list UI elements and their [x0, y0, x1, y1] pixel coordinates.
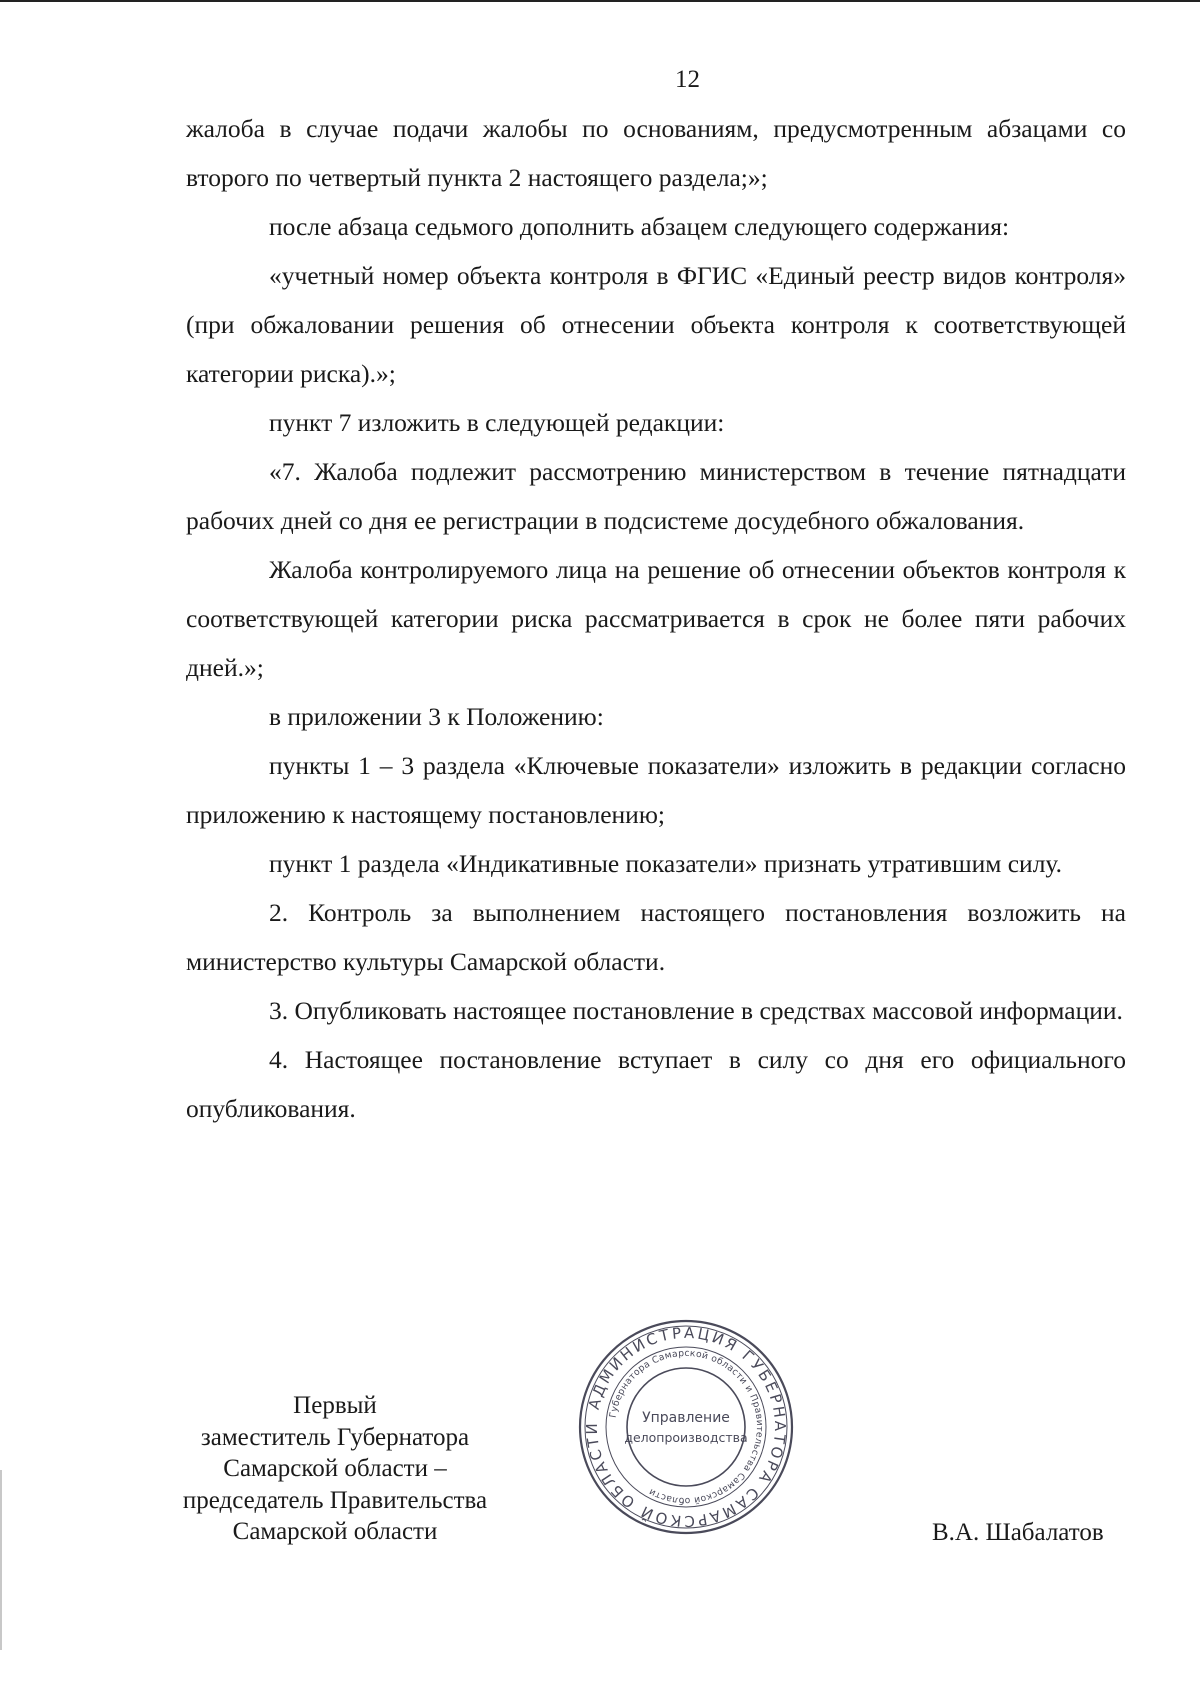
page-number [0, 66, 1200, 94]
paragraph: 3. Опубликовать настоящее постановление в средствах массовой информации. [269, 996, 1123, 1025]
signatory-position-line: Первый [293, 1392, 377, 1419]
signatory-position-line: Самарской области [232, 1518, 438, 1545]
signatory-position-line: председатель Правительства [182, 1486, 488, 1514]
paragraph: пункт 1 раздела «Индикативные показатели» признать утратившим силу. [269, 849, 1063, 878]
signatory-position [160, 1390, 510, 1548]
seal-outer-ring-text: АДМИНИСТРАЦИЯ ГУБЕРНАТОРА САМАРСКОЙ ОБЛАСТИ [582, 1323, 790, 1531]
signatory-position-line: заместитель Губернатора [200, 1423, 470, 1451]
paragraph: пункты 1 – 3 раздела «Ключевые показатели» изложить в редакции согласно приложению к настоящему постановлению; [186, 751, 1126, 829]
paragraph: «учетный номер объекта контроля в ФГИС «Единый реестр видов контроля» (при обжаловании решения об отнесении объекта контроля к соответствующей категории риска).»; [186, 261, 1126, 388]
official-seal-stamp [576, 1318, 796, 1536]
signatory-position-line: Самарской области – [223, 1455, 447, 1482]
paragraph: «7. Жалоба подлежит рассмотрению министерством в течение пятнадцати рабочих дней со дня ее регистрации в подсистеме досудебного обжалования. [186, 457, 1126, 535]
paragraph: Жалоба контролируемого лица на решение об отнесении объектов контроля к соответствующей категории риска рассматривается в срок не более пяти рабочих дней.»; [186, 555, 1126, 682]
seal-center-line-1: Управление [642, 1410, 730, 1426]
paragraph: 2. Контроль за выполнением настоящего постановления возложить на министерство культуры Самарской области. [186, 898, 1126, 976]
document-body [186, 104, 1126, 1133]
page-number-text: 12 [675, 66, 700, 93]
seal-inner-ring-text: Губернатора Самарской области и Правительства Самарской области [607, 1347, 766, 1507]
seal-center-line-2: делопроизводства [624, 1430, 748, 1445]
paragraph: жалоба в случае подачи жалобы по основаниям, предусмотренным абзацами со второго по четвертый пункта 2 настоящего раздела;»; [186, 114, 1126, 192]
paragraph: пункт 7 изложить в следующей редакции: [269, 408, 725, 437]
top-border-line [0, 0, 1200, 2]
paragraph: в приложении 3 к Положению: [269, 702, 604, 731]
paragraph: после абзаца седьмого дополнить абзацем следующего содержания: [269, 212, 1010, 241]
scan-margin-line [0, 1470, 2, 1650]
signatory-name: В.А. Шабалатов [932, 1519, 1104, 1546]
paragraph: 4. Настоящее постановление вступает в силу со дня его официального опубликования. [186, 1045, 1126, 1123]
